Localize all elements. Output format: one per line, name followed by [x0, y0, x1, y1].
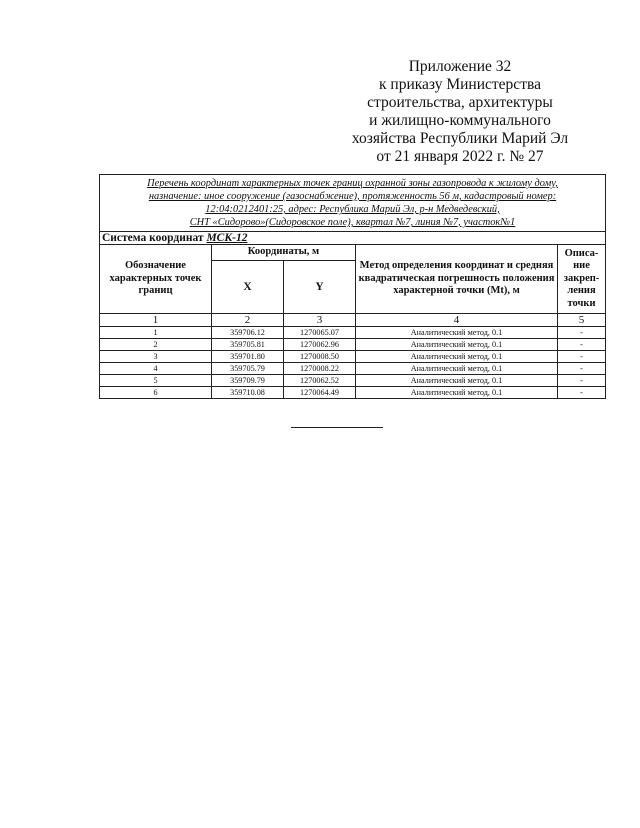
cell-x: 359705.79 [212, 363, 284, 375]
cell-method: Аналитический метод, 0.1 [356, 351, 558, 363]
column-numbers-row [100, 314, 606, 327]
column-number: 5 [558, 314, 606, 327]
table-row [100, 387, 606, 399]
header-y: Y [284, 261, 356, 314]
cell-x: 359706.12 [212, 327, 284, 339]
caption-line: Перечень координат характерных точек границ охранной зоны газопровода к жилому дому, [147, 178, 558, 189]
cell-method: Аналитический метод, 0.1 [356, 339, 558, 351]
system-value: МСК-12 [206, 232, 248, 244]
header-method: Метод определения координат и средняя квадратическая погрешность положения характерной точки (Mt), м [356, 245, 558, 314]
system-label: Система координат [102, 232, 204, 244]
cell-point: 6 [100, 387, 212, 399]
column-number: 3 [284, 314, 356, 327]
appendix-line: хозяйства Республики Марий Эл [351, 130, 569, 147]
appendix-line: Приложение 32 [408, 58, 512, 75]
cell-method: Аналитический метод, 0.1 [356, 387, 558, 399]
table-row [100, 339, 606, 351]
cell-point: 1 [100, 327, 212, 339]
cell-description: - [558, 375, 606, 387]
coordinates-table [99, 174, 606, 399]
cell-y: 1270064.49 [284, 387, 356, 399]
cell-y: 1270062.96 [284, 339, 356, 351]
table-row [100, 351, 606, 363]
appendix-line: к приказу Министерства [379, 76, 541, 93]
caption-line: 12:04:0212401:25, адрес: Республика Марий Эл, р-н Медведевский, [205, 204, 500, 215]
cell-point: 3 [100, 351, 212, 363]
appendix-line: от 21 января 2022 г. № 27 [376, 148, 544, 165]
cell-description: - [558, 387, 606, 399]
header-point: Обозначение характерных точек границ [100, 245, 212, 314]
cell-x: 359709.79 [212, 375, 284, 387]
cell-x: 359701.80 [212, 351, 284, 363]
cell-point: 5 [100, 375, 212, 387]
header-description: Описа-ние закреп-ления точки [558, 245, 606, 314]
cell-point: 2 [100, 339, 212, 351]
coordinate-system [100, 232, 606, 245]
table-row [100, 375, 606, 387]
appendix-line: строительства, архитектуры [367, 94, 553, 111]
cell-y: 1270065.07 [284, 327, 356, 339]
cell-description: - [558, 351, 606, 363]
end-divider-line [291, 427, 383, 428]
column-number: 2 [212, 314, 284, 327]
cell-y: 1270008.22 [284, 363, 356, 375]
cell-y: 1270008.50 [284, 351, 356, 363]
cell-method: Аналитический метод, 0.1 [356, 375, 558, 387]
cell-point: 4 [100, 363, 212, 375]
cell-x: 359705.81 [212, 339, 284, 351]
cell-description: - [558, 339, 606, 351]
cell-y: 1270062.52 [284, 375, 356, 387]
cell-x: 359710.08 [212, 387, 284, 399]
column-number: 1 [100, 314, 212, 327]
header-x: X [212, 261, 284, 314]
caption-line: СНТ «Сидорово»(Сидоровское поле), квартал №7, линия №7, участок№1 [189, 217, 516, 228]
caption-line: назначение: иное сооружение (газоснабжение), протяженность 56 м, кадастровый номер: [148, 191, 557, 202]
table-row [100, 363, 606, 375]
appendix-header [310, 58, 610, 166]
header-coords: Координаты, м [212, 245, 356, 261]
column-number: 4 [356, 314, 558, 327]
cell-method: Аналитический метод, 0.1 [356, 363, 558, 375]
appendix-line: и жилищно-коммунального [369, 112, 551, 129]
cell-description: - [558, 363, 606, 375]
table-caption [100, 175, 606, 232]
cell-description: - [558, 327, 606, 339]
cell-method: Аналитический метод, 0.1 [356, 327, 558, 339]
table-row [100, 327, 606, 339]
